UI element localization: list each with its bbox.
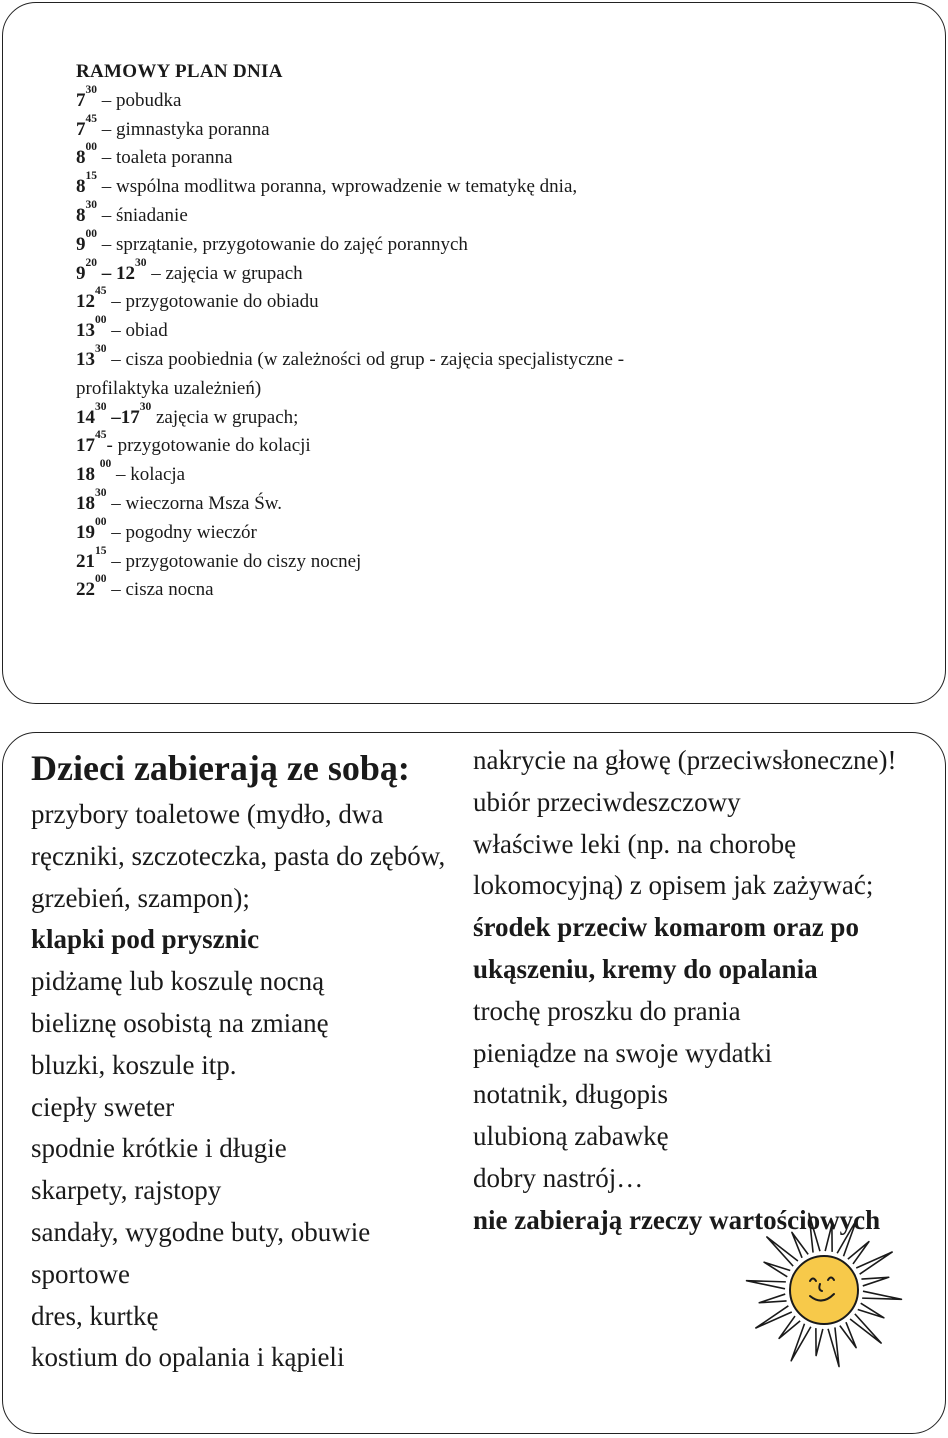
sun-ray xyxy=(747,1281,786,1289)
sun-ray xyxy=(825,1224,832,1251)
packing-item: spodnie krótkie i długie xyxy=(31,1133,287,1164)
sun-ray xyxy=(858,1303,884,1318)
packing-heading: Dzieci zabierają ze sobą: xyxy=(31,748,410,788)
schedule-entry xyxy=(76,83,636,116)
schedule-entry xyxy=(76,342,636,404)
packing-item: dres, kurtkę xyxy=(31,1300,159,1331)
daily-schedule xyxy=(76,58,636,605)
schedule-entry xyxy=(76,112,636,145)
schedule-time: $13^{00}$ xyxy=(76,314,107,342)
sun-ray xyxy=(809,1213,820,1252)
sun-ray xyxy=(792,1232,808,1257)
schedule-activity: – wieczorna Msza Św. xyxy=(106,492,283,514)
schedule-entry xyxy=(76,227,636,260)
schedule-time: $7^{30}$ xyxy=(76,83,97,111)
schedule-entry xyxy=(76,170,636,202)
schedule-time: 18 $^{00}$ xyxy=(76,458,112,486)
schedule-time: $12^{45}$ xyxy=(76,285,107,313)
packing-item: notatnik, długopis xyxy=(473,1079,668,1110)
packing-item: ubiór przeciwdeszczowy xyxy=(473,786,741,817)
packing-item: nakrycie na głowę (przeciwsłoneczne)! xyxy=(473,745,897,775)
schedule-time: $21^{15}$ xyxy=(76,544,107,572)
sun-ray xyxy=(816,1328,823,1355)
schedule-entry xyxy=(76,429,636,461)
packing-item: sandały, wygodne buty, obuwie sportowe xyxy=(31,1216,371,1289)
schedule-entry xyxy=(76,141,636,173)
schedule-activity: – zajęcia w grupach xyxy=(146,262,303,284)
schedule-time: $17^{45}$ xyxy=(76,429,107,457)
sun-ray xyxy=(779,1316,800,1338)
packing-item: skarpety, rajstopy xyxy=(31,1175,222,1206)
smiling-sun-icon xyxy=(740,1208,910,1378)
schedule-entry xyxy=(76,198,636,231)
schedule-activity: – sprzątanie, przygotowanie do zajęć porannych xyxy=(97,233,468,255)
sun-ray xyxy=(861,1277,888,1286)
schedule-activity: – obiad xyxy=(106,320,168,342)
packing-item: ciepły sweter xyxy=(31,1091,175,1122)
schedule-entry xyxy=(76,256,636,289)
packing-item: klapki pod prysznic xyxy=(31,924,260,955)
schedule-time: $8^{00}$ xyxy=(76,141,97,169)
sun-ray xyxy=(840,1322,856,1347)
schedule-entry xyxy=(76,285,636,317)
schedule-time: $22^{00}$ xyxy=(76,573,107,601)
sun-ray xyxy=(862,1291,901,1299)
packing-items-right xyxy=(473,740,933,1242)
packing-column-right xyxy=(473,740,933,1242)
sun-ray xyxy=(828,1327,839,1366)
schedule-entry xyxy=(76,400,636,433)
sun-ray xyxy=(850,1314,881,1343)
packing-item: bluzki, koszule itp. xyxy=(31,1049,237,1080)
schedule-entry xyxy=(76,458,636,490)
schedule-activity: - przygotowanie do kolacji xyxy=(106,435,311,457)
schedule-time: $13^{30}$ xyxy=(76,342,107,370)
schedule-activity: – przygotowanie do ciszy nocnej xyxy=(106,550,362,572)
packing-item: dobry nastrój… xyxy=(473,1162,644,1193)
sun-face xyxy=(790,1256,858,1324)
schedule-entries xyxy=(76,83,636,605)
schedule-time: $8^{15}$ xyxy=(76,170,97,198)
schedule-entry xyxy=(76,544,636,577)
sun-ray xyxy=(756,1306,792,1328)
schedule-activity: – cisza poobiednia (w zależności od grup - zajęcia specjalistyczne - profilaktyka uzależnień) xyxy=(76,348,625,399)
packing-item: bieliznę osobistą na zmianę xyxy=(31,1007,329,1038)
schedule-activity: zajęcia w grupach; xyxy=(151,406,299,428)
sun-ray xyxy=(759,1294,786,1303)
schedule-time: $7^{45}$ xyxy=(76,112,97,140)
packing-item: właściwe leki (np. na chorobę lokomocyjną) z opisem jak zażywać; xyxy=(473,828,874,901)
schedule-activity: – przygotowanie do obiadu xyxy=(106,291,319,313)
sun-ray xyxy=(767,1237,798,1266)
schedule-time: $9^{00}$ xyxy=(76,227,97,255)
schedule-activity: – pobudka xyxy=(97,89,182,111)
packing-item: pidżamę lub koszulę nocną xyxy=(31,966,325,997)
sun-ray xyxy=(837,1219,857,1256)
schedule-entry xyxy=(76,573,636,605)
packing-items-left xyxy=(31,794,461,1379)
packing-item: środek przeciw komarom oraz po ukąszeniu, kremy do opalania xyxy=(473,912,859,984)
sun-ray xyxy=(856,1252,892,1274)
schedule-entry xyxy=(76,515,636,548)
schedule-title: RAMOWY PLAN DNIA xyxy=(76,61,283,82)
sun-ray xyxy=(764,1262,790,1277)
schedule-entry xyxy=(76,314,636,346)
schedule-time: $18^{30}$ xyxy=(76,486,107,514)
schedule-activity: – cisza nocna xyxy=(106,579,214,601)
schedule-time: $14^{30}$ $-17^{30}$ xyxy=(76,400,152,428)
schedule-time: $8^{30}$ xyxy=(76,198,97,226)
schedule-activity: – wspólna modlitwa poranna, wprowadzenie w tematykę dnia, xyxy=(97,176,578,198)
schedule-activity: – śniadanie xyxy=(97,204,188,226)
schedule-entry xyxy=(76,486,636,519)
schedule-time: $9^{20} - 12^{30}$ xyxy=(76,256,147,284)
packing-item: pieniądze na swoje wydatki xyxy=(473,1037,773,1068)
packing-item: nie zabierają rzeczy wartościowych xyxy=(473,1204,881,1235)
packing-item: ulubioną zabawkę xyxy=(473,1121,669,1152)
schedule-time: $19^{00}$ xyxy=(76,515,107,543)
packing-column-left xyxy=(31,742,461,1379)
packing-item: przybory toaletowe (mydło, dwa ręczniki, szczoteczka, pasta do zębów, grzebień, szampon); xyxy=(31,799,446,913)
schedule-activity: – pogodny wieczór xyxy=(106,521,257,543)
packing-item: kostium do opalania i kąpieli xyxy=(31,1342,345,1373)
sun-ray xyxy=(848,1242,869,1264)
packing-item: trochę proszku do prania xyxy=(473,995,741,1026)
sun-ray xyxy=(791,1324,811,1361)
sun-drawing xyxy=(740,1208,910,1378)
schedule-activity: – kolacja xyxy=(111,464,186,486)
schedule-activity: – toaleta poranna xyxy=(97,147,233,169)
schedule-activity: – gimnastyka poranna xyxy=(97,118,270,140)
